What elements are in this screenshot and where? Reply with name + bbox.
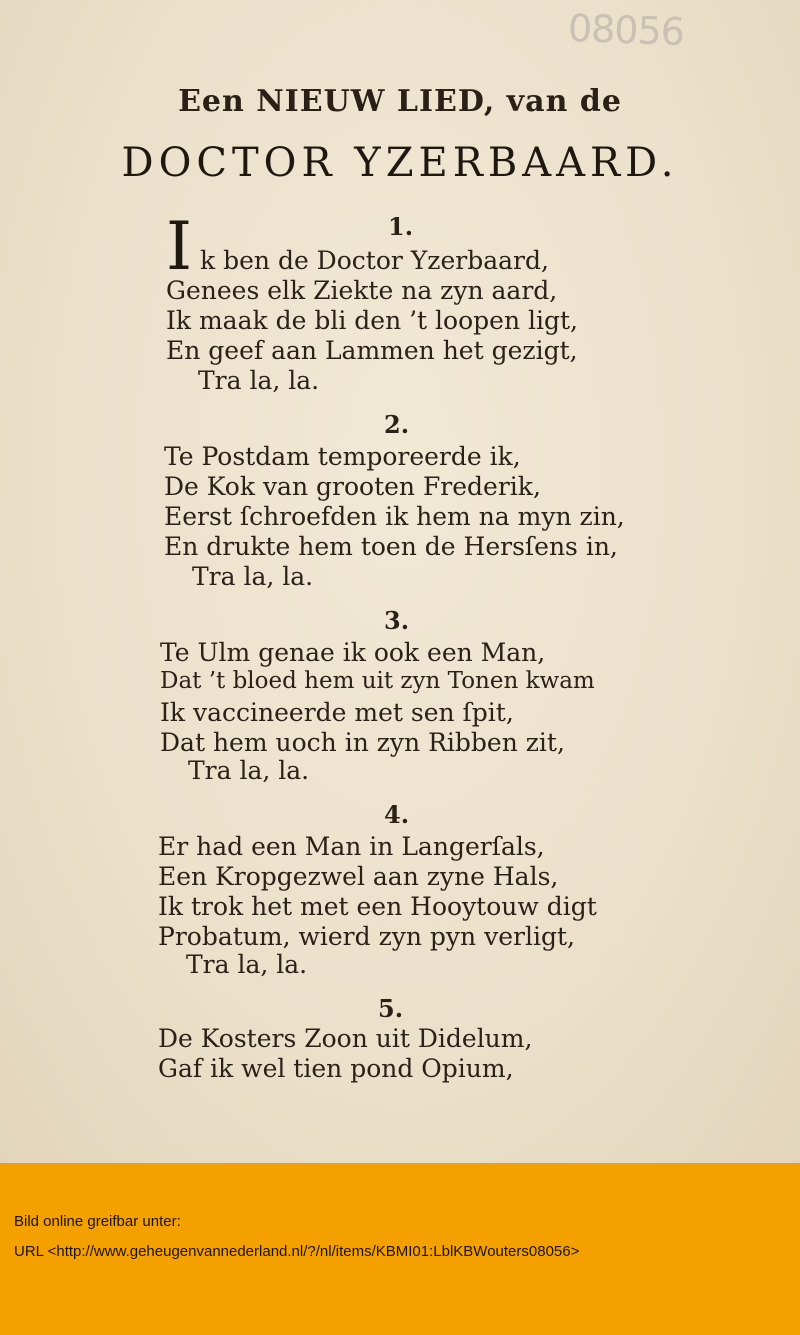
verse-line: Te Postdam temporeerde ik,: [164, 442, 521, 471]
verse-refrain: Tra la, la.: [198, 366, 320, 395]
verse-line: En geef aan Lammen het gezigt,: [166, 336, 578, 365]
verse-line: Dat ’t bloed hem uit zyn Tonen kwam: [160, 668, 595, 694]
verse-line: Te Ulm genae ik ook een Man,: [160, 638, 546, 667]
verse-refrain: Tra la, la.: [188, 756, 310, 785]
verse-line: De Kosters Zoon uit Didelum,: [158, 1024, 533, 1053]
verse-line: Probatum, wierd zyn pyn verligt,: [158, 922, 575, 951]
verse-line: Gaf ik wel tien pond Opium,: [158, 1054, 514, 1083]
verse-line: Ik maak de bli den ’t loopen ligt,: [166, 306, 578, 335]
archive-number: 08056: [567, 5, 685, 55]
verse-number: 1.: [388, 212, 414, 241]
title-line-2: DOCTOR YZERBAARD.: [121, 140, 679, 186]
verse-number: 4.: [384, 800, 410, 829]
verse-refrain: Tra la, la.: [192, 562, 314, 591]
footer-label: Bild online greifbar unter:: [14, 1213, 181, 1230]
verse-line: Eerst ſchroefden ik hem na myn zin,: [164, 502, 625, 531]
verse-line: Genees elk Ziekte na zyn aard,: [166, 276, 558, 305]
verse-number: 5.: [378, 994, 404, 1023]
verse-number: 2.: [384, 410, 410, 439]
verse-number: 3.: [384, 606, 410, 635]
drop-cap: I: [166, 208, 193, 285]
source-footer: [0, 1163, 800, 1335]
verse-line: Er had een Man in Langerſals,: [158, 832, 545, 861]
verse-refrain: Tra la, la.: [186, 950, 308, 979]
title-line-1: Een NIEUW LIED, van de: [178, 84, 622, 119]
verse-line: Ik vaccineerde met sen ſpit,: [160, 698, 514, 727]
footer-url[interactable]: URL <http://www.geheugenvannederland.nl/?/nl/items/KBMI01:LblKBWouters08056>: [14, 1243, 580, 1260]
verse-line: En drukte hem toen de Hersſens in,: [164, 532, 618, 561]
verse-line: De Kok van grooten Frederik,: [164, 472, 541, 501]
verse-line: Een Kropgezwel aan zyne Hals,: [158, 862, 559, 891]
verse-line: Ik trok het met een Hooytouw digt: [158, 892, 597, 921]
verse-line: Dat hem uoch in zyn Ribben zit,: [160, 728, 565, 757]
verse-line: k ben de Doctor Yzerbaard,: [200, 246, 549, 275]
